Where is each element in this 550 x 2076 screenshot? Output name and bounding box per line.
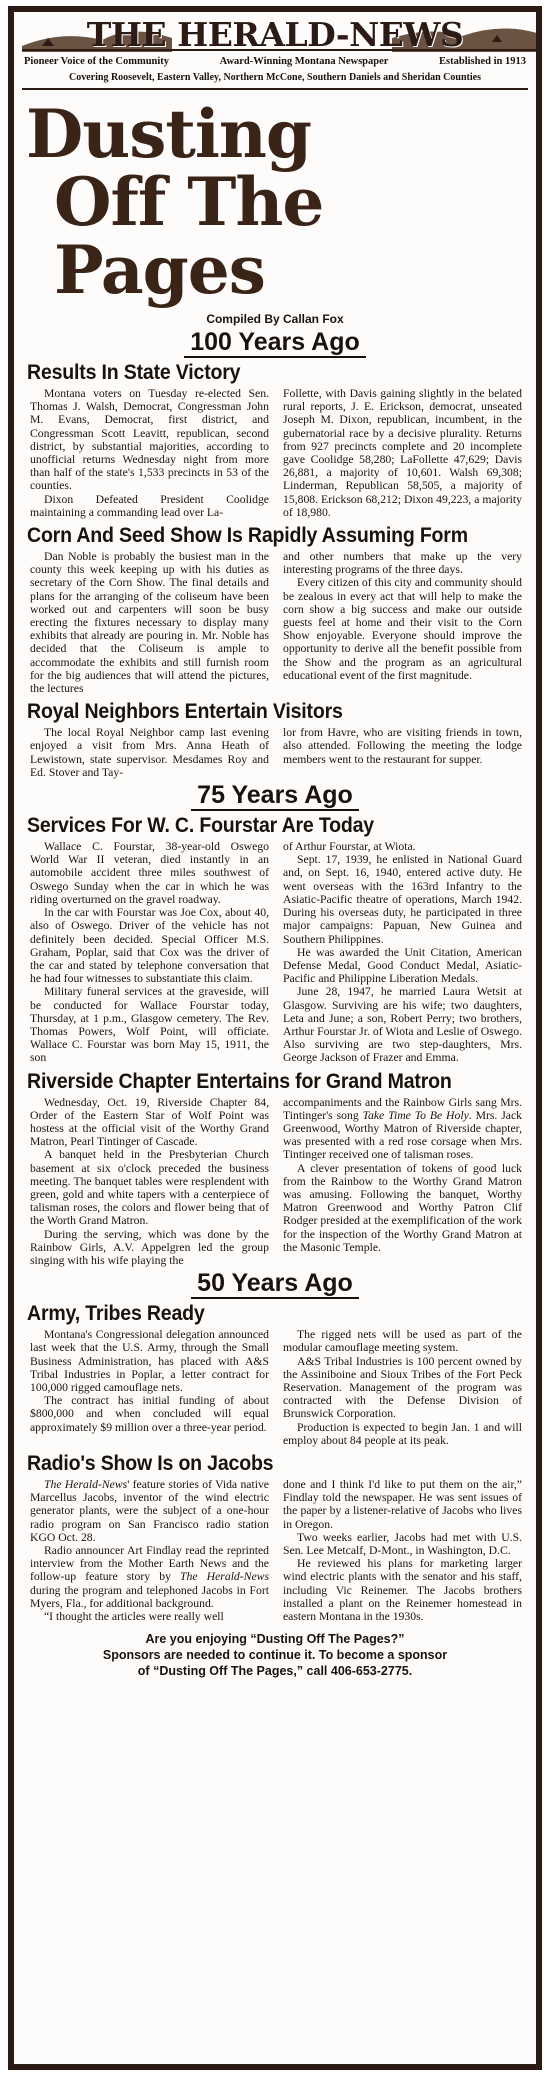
sponsor-footer [14,1631,536,1679]
story-paragraph: Montana voters on Tuesday re-elected Sen. Thomas J. Walsh, Democrat, Congressman John M. Evans, Democrat, first district, and Congressman Scott Leavitt, republican, second district, by substantial majorities, according to unofficial returns Wednesday night from more than half of the state's 1,533 precincts in 53 of the counties. [30,387,269,493]
era-heading [14,328,536,356]
page-headline-line2: Off The Pages [54,163,324,309]
story-paragraph: lor from Havre, who are visiting friends in town, also attended. Following the meeting the lodge members went to the restaurant for supper. [283,726,522,766]
story-paragraph: The contract has initial funding of about $800,000 and when concluded will equal approximately $9 million over a three-year period. [30,1394,269,1434]
story-column-right [283,1096,522,1268]
story-paragraph: Wednesday, Oct. 19, Riverside Chapter 84, Order of the Eastern Star of Wolf Point was hostess at the official visit of the Worthy Grand Matron, Pearl Tintinger of Cascade. [30,1095,269,1149]
story-paragraph: done and I think I'd like to put them on the air,” Findlay told the newspaper. He was sent issues of the paper by a listener-relative of Jacobs who lives in Oregon. [283,1478,522,1531]
story-column-left [30,387,269,519]
story-paragraph: June 28, 1947, he married Laura Wetsit at Glasgow. Surviving are his wife; two daughters, Leta and June; a son, Robert Perry; two brothers, Arthur Fourstar Jr. of Wiota and Leslie of Oswego. Also surviving are two step-daughters, Mrs. George Jackson of Frazer and Emma. [283,985,522,1065]
story-paragraph: accompaniments and the Rainbow Girls sang Mrs. Tintinger's song Take Time To Be Holy. Mrs. Jack Greenwood, Worthy Matron of Riverside chapter, was presented with a red rose corsage when Mrs. Tintinger received one of talisman roses. [283,1095,522,1162]
story-paragraph: Every citizen of this city and community should be zealous in every act that will help to make the corn show a big success and make our outside guests feel at home and their visit to the Corn Show enjoyable. Everyone should improve the opportunity to derive all the benefit possible from the Show and the program as an agricultural educational event of the first magnitude. [283,576,522,682]
story-body [14,1476,536,1623]
story-column-left [30,550,269,695]
sections-container [14,328,536,1623]
story-paragraph: A banquet held in the Presbyterian Church basement at six o'clock preceded the business meeting. The banquet tables were resplendent with green, gold and white tapers with a centerpiece of talisman roses, the colors and flower being that of the Worth Grand Matron. [30,1148,269,1228]
masthead-left-tagline: Pioneer Voice of the Community [24,56,170,67]
story-body [14,724,536,779]
story-paragraph: The rigged nets will be used as part of the modular camouflage meeting system. [283,1328,522,1355]
story-paragraph: Production is expected to begin Jan. 1 and will employ about 84 people at its peak. [283,1420,522,1447]
story-paragraph: Military funeral services at the graveside, will be conducted for Wallace Fourstar today, Thursday, at 1 p.m., Glasgow cemetery. The Rev. Thomas Powers, Wolf Point, will officiate. Wallace C. Fourstar was born May 15, 1911, the son [30,985,269,1065]
story-paragraph: and other numbers that make up the very interesting programs of the three days. [283,550,522,577]
story-paragraph: Follette, with Davis gaining slightly in the belated rural reports, J. E. Erickson, democrat, unseated Joseph M. Dixon, republican, incumbent, in the gubernatorial race by a decisive plurality. Returns from 927 precincts complete and 20 incomplete gave Coolidge 58,280; LaFollette 47,629; Davis 26,881, a majority of 10,601. Walsh 69,308; Linderman, Republican 58,505, a majority of 15,808. Erickson 68,212; Dixon 49,223, a majority of 18,980. [283,387,522,519]
story-paragraph: In the car with Fourstar was Joe Cox, about 40, also of Oswego. Driver of the vehicle has not definitely been decided. Special Officer M.S. Graham, Poplar, said that Cox was the driver of the car and stated by telephone conversation that he had four witnesses to substantiate this claim. [30,906,269,986]
story-body [14,838,536,1064]
story-paragraph: He reviewed his plans for marketing larger wind electric plants with the senator and his staff, including Vic Reinemer. The Jacobs brothers installed a plant on the Reinemer homestead in eastern Montana in the 1930s. [283,1557,522,1624]
masthead [22,12,528,90]
story-paragraph: Montana's Congressional delegation announced last week that the U.S. Army, through the Small Business Administration, has placed with A&S Tribal Industries in Poplar, a letter contract for 100,000 rigged camouflage nets. [30,1328,269,1394]
story-column-right [283,840,522,1064]
story-headline: Results In State Victory [27,361,241,384]
story-headline: Army, Tribes Ready [27,1302,205,1326]
story-column-left [30,726,269,779]
story-column-right [283,726,522,779]
story-paragraph: Radio announcer Art Findlay read the reprinted interview from the Mother Earth News and the follow-up feature story by The Herald-News during the program and telephoned Jacobs in Fort Myers, Fla., for additional background. [30,1544,269,1610]
story-paragraph: During the serving, which was done by the Rainbow Girls, A.V. Appelgren led the group singing with his wife playing the [30,1227,269,1267]
story-paragraph: Dan Noble is probably the busiest man in the county this week keeping up with his duties as secretary of the Corn Show. The final details and plans for the arranging of the coliseum have been worked out and carpenters will soon be busy erecting the fixtures necessary to display many exhibits that already are pouring in. Mr. Noble has decided that the Coliseum is ample to accommodate the exhibits and still furnish room for the big audiences that will attend the pictures, the lectures [30,550,269,696]
story-column-left [30,840,269,1064]
story-paragraph: A clever presentation of tokens of good luck from the Rainbow to the Worthy Grand Matron was amusing. Following the banquet, Worthy Matron Greenwood and Worthy Patron Clif Rodger presided at the exemplification of the work for the inspection of the Worthy Grand Matron at the Masonic Temple. [283,1161,522,1254]
masthead-center-tagline: Award-Winning Montana Newspaper [219,56,389,67]
story-column-right [283,1478,522,1623]
story-paragraph: He was awarded the Unit Citation, American Defense Medal, Good Conduct Medal, Asiatic-Pacific and Philippine Liberation Medals. [283,945,522,986]
story-column-right [283,387,522,519]
story-headline: Corn And Seed Show Is Rapidly Assuming Form [27,524,468,548]
era-heading-text: 100 Years Ago [184,328,366,358]
story-column-right [283,550,522,695]
story-headline: Radio's Show Is on Jacobs [27,1452,274,1475]
story-paragraph: A&S Tribal Industries is 100 percent owned by the Assiniboine and Sioux Tribes of the Fort Peck Reservation. Management of the program was contracted with the Defense Division of Brunswick Corporation. [283,1354,522,1421]
era-heading [14,1269,536,1297]
story-body [14,548,536,695]
story-column-left [30,1478,269,1623]
masthead-established: Established in 1913 [439,56,526,67]
story-paragraph: The Herald-News' feature stories of Vida native Marcellus Jacobs, inventor of the wind electric generator plants, were the subject of a one-hour radio program on San Francisco radio station KGO Oct. 28. [30,1478,269,1544]
era-heading [14,781,536,809]
story-paragraph: Sept. 17, 1939, he enlisted in National Guard and, on Sept. 16, 1940, entered active duty. He went overseas with the 163rd Infantry to the Asiatic-Pacific theatre of operations, March 1942. During his overseas duty, he participated in three major campaigns: Papuan, New Guinea and Southern Philippines. [283,853,522,946]
page-headline-line1: Dusting [26,95,312,173]
story-body [14,385,536,519]
footer-line3: of “Dusting Off The Pages,” call 406-653-2775. [137,1664,413,1679]
story-column-left [30,1096,269,1268]
story-headline: Riverside Chapter Entertains for Grand Matron [27,1069,452,1093]
story-headline: Services For W. C. Fourstar Are Today [27,814,374,838]
story-paragraph: “I thought the articles were really well [44,1610,224,1624]
footer-line1: Are you enjoying “Dusting Off The Pages?” [145,1632,405,1647]
story-paragraph: of Arthur Fourstar, at Wiota. [283,840,416,854]
story-headline: Royal Neighbors Entertain Visitors [27,700,343,724]
story-body [14,1094,536,1268]
story-paragraph: Wallace C. Fourstar, 38-year-old Oswego World War II veteran, died instantly in an automobile accident three miles southwest of Oswego Sunday when the car in which he was riding overturned on the gravel roadway. [30,840,269,906]
story-paragraph: Two weeks earlier, Jacobs had met with U.S. Sen. Lee Metcalf, D-Mont., in Washington, D.C. [283,1530,522,1558]
masthead-coverage: Covering Roosevelt, Eastern Valley, Northern McCone, Southern Daniels and Sheridan Counties [69,72,481,83]
newspaper-page [8,6,542,2070]
era-heading-text: 75 Years Ago [191,781,359,811]
era-heading-text: 50 Years Ago [191,1269,359,1299]
footer-line2: Sponsors are needed to continue it. To become a sponsor [102,1648,448,1663]
byline: Compiled By Callan Fox [206,312,344,326]
story-body [14,1326,536,1447]
story-column-right [283,1328,522,1447]
story-paragraph: The local Royal Neighbor camp last evening enjoyed a visit from Mrs. Anna Heath of Lewistown, state supervisor. Mesdames Roy and Ed. Stover and Tay- [30,726,269,779]
story-paragraph: Dixon Defeated President Coolidge maintaining a commanding lead over La- [30,492,269,519]
story-column-left [30,1328,269,1447]
masthead-title: THE HERALD-NEWS [86,15,464,54]
